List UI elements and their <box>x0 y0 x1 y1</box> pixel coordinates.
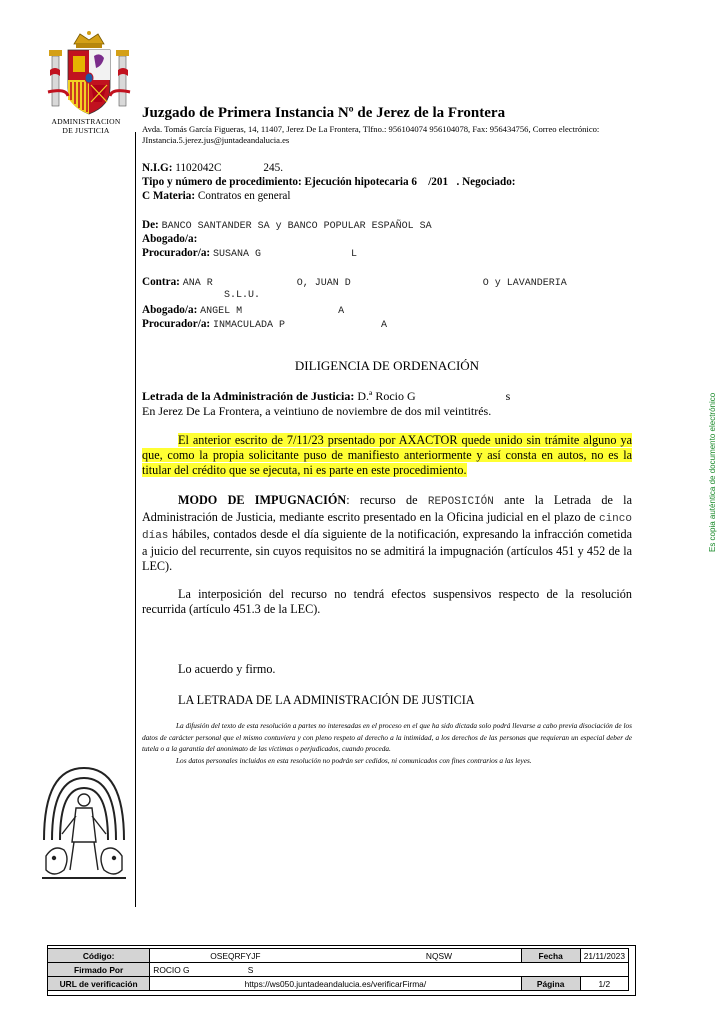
disclaimer-paragraph-1: La difusión del texto de esta resolución a partes no interesadas en el proceso en el que ha sido dictada solo podrá llevarse a cabo previa disociación de los datos de carácter personal que el mismo contuviera y con pleno respeto al derecho a la intimidad, a los derechos de las personas que requieran un especial deber de tutela o a la garantía del anonimato de las víctimas o perjudicados, cuando proceda. <box>142 721 632 754</box>
agreement-sign-line: Lo acuerdo y firmo. <box>178 662 276 676</box>
authentic-copy-text: Es copia auténtica de documento electrónico <box>708 392 717 552</box>
place-date: En Jerez De La Frontera, a veintiuno de noviembre de dos mil veintitrés. <box>142 404 492 418</box>
plaintiff-lawyer-label: Abogado/a: <box>142 233 198 245</box>
materia-row <box>142 190 291 202</box>
highlighted-paragraph <box>142 433 632 478</box>
nig-value: 1102042C 245. <box>175 162 283 174</box>
impugnacion-paragraph <box>142 493 632 574</box>
plaintiff-row <box>142 219 432 232</box>
defendant-attorney-row <box>142 318 387 331</box>
defendant-row <box>142 276 567 289</box>
code-label: Código: <box>48 949 150 963</box>
impugnacion-text-1: : recurso de <box>346 493 428 507</box>
table-row <box>48 977 629 991</box>
code-value-2: NQSW <box>423 949 521 963</box>
nig-label: N.I.G: <box>142 162 173 174</box>
impugnacion-text-2: ante la Letrada de la Administración de Justicia, mediante escrito presentado en la Oficina judicial en el plazo de <box>142 493 632 524</box>
document-heading: DILIGENCIA DE ORDENACIÓN <box>294 358 480 373</box>
plaintiff-value: BANCO SANTANDER SA y BANCO POPULAR ESPAÑOL SA <box>161 221 432 232</box>
code-value-1: OSEQRFYJF <box>150 949 423 963</box>
nig-row <box>142 162 283 174</box>
defendant-lawyer-label: Abogado/a: <box>142 304 198 316</box>
junta-andalucia-emblem-icon <box>38 760 130 890</box>
defendant-attorney-value: INMACULADA P A <box>212 320 387 331</box>
defendant-value-continued: S.L.U. <box>224 290 261 301</box>
caption-line-1: ADMINISTRACION <box>51 117 121 126</box>
disclaimer-paragraph-2: Los datos personales incluidos en esta resolución no podrán ser cedidos, ni comunicados con fines contrarios a las leyes. <box>176 755 532 765</box>
signed-by-label: Firmado Por <box>48 963 150 977</box>
date-label: Fecha <box>521 949 580 963</box>
court-title: Juzgado de Primera Instancia Nº de Jerez de la Frontera <box>142 105 506 121</box>
defendant-label: Contra: <box>142 276 180 288</box>
letrada-row <box>142 389 510 404</box>
coat-of-arms-icon <box>46 30 132 122</box>
plaintiff-label: De: <box>142 219 159 231</box>
table-row <box>48 963 629 977</box>
letrada-label: Letrada de la Administración de Justicia: <box>142 389 355 403</box>
highlighted-text: El anterior escrito de 7/11/23 prsentado por AXACTOR quede unido sin trámite alguno ya que, como la propia solicitante puso de manifiesto anteriormente y así consta en autos, no es la titular del crédito que se ejecuta, ni es parte en este procedimiento. <box>142 433 632 477</box>
suspensive-effect-paragraph: La interposición del recurso no tendrá efectos suspensivos respecto de la resolución recurrida (artículo 451.3 de la LEC). <box>142 587 632 616</box>
page-label: Página <box>521 977 580 991</box>
verification-url-label: URL de verificación <box>48 977 150 991</box>
procedure-type: Tipo y número de procedimiento: Ejecución hipotecaria 6 /201 . Negociado: <box>142 176 516 188</box>
verification-url-link[interactable]: https://ws050.juntadeandalucia.es/verificarFirma/ <box>150 977 521 991</box>
table-row <box>48 949 629 963</box>
defendant-value: ANA R O, JUAN D O y LAVANDERIA <box>182 278 567 289</box>
defendant-lawyer-value: ANGEL M A <box>200 306 345 317</box>
page-value: 1/2 <box>580 977 628 991</box>
plaintiff-attorney-value: SUSANA G L <box>212 249 357 260</box>
margin-rule <box>135 132 136 907</box>
signatory-title: LA LETRADA DE LA ADMINISTRACIÓN DE JUSTICIA <box>178 693 475 707</box>
plaintiff-attorney-row <box>142 247 357 260</box>
court-address: Avda. Tomás García Figueras, 14, 11407, Jerez De La Frontera, Tlfno.: 956104074 956104078, Fax: 956434756, Correo electrónico: JInstancia.5.jerez.jus@juntadeandalucia.es <box>142 124 600 145</box>
letrada-value: D.ª Rocio G s <box>357 389 511 403</box>
plaintiff-attorney-label: Procurador/a: <box>142 247 211 259</box>
verification-table <box>47 948 629 991</box>
caption-line-2: DE JUSTICIA <box>62 126 110 135</box>
defendant-attorney-label: Procurador/a: <box>142 318 211 330</box>
privacy-disclaimer <box>142 720 632 766</box>
administration-caption <box>36 117 136 135</box>
signed-by-value: ROCIO G S <box>150 963 629 977</box>
date-value: 21/11/2023 <box>580 949 628 963</box>
materia-value: Contratos en general <box>197 190 291 202</box>
defendant-lawyer-row <box>142 304 344 317</box>
impugnacion-label: MODO DE IMPUGNACIÓN <box>178 493 347 507</box>
impugnacion-text-3: hábiles, contados desde el día siguiente de la notificación, expresando la infracción cometida a juicio del recurrente, sin cuyos requisitos no se admitirá la impugnación (artículos 451 y 452 de la LEC). <box>142 527 632 573</box>
materia-label: C Materia: <box>142 190 196 202</box>
recurso-type: REPOSICIÓN <box>427 496 494 508</box>
plazo-value: cinco días <box>142 513 632 542</box>
